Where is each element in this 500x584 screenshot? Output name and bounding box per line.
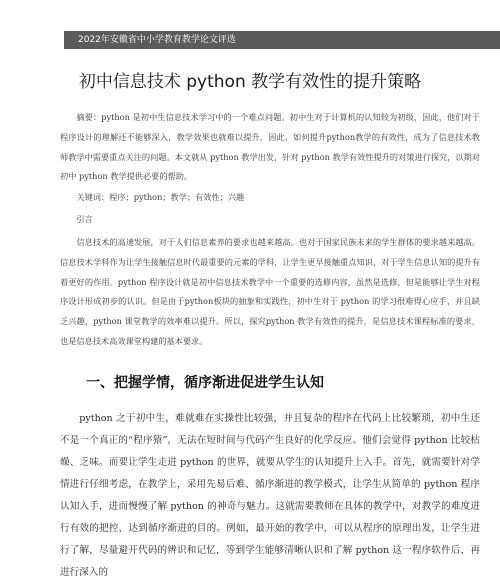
keywords-line: 关键词：程序；python；教学；有效性；兴趣 — [76, 192, 245, 202]
section-body-paragraph: python 之于初中生，难就难在实操性比较强，并且复杂的程序在代码上比较繁琐，初中生还不是一个真正的“程序猿”，无法在短时间与代码产生良好的化学反应。他们会觉得 python 比较枯燥、乏味。而要让学生走进 python 的世界，就要从学生的认知提升上入手。首先，就需要针对学情进行仔细考虑，在教学上，采用先易后难、循序渐进的教学模式，让学生从简单的 python 程序认知入手，进而慢慢了解 python 的神奇与魅力。这就需要教师在具体的教学中，对教学的难度进行有效的把控，达到循序渐进的目的。例如，最开始的教学中，可以从程序的原理出发，让学生进行了解，尽量避开代码的辨识和记忆，等到学生能够清晰认识和了解 python 这一程序软件后，再进行深入的 — [60, 413, 480, 578]
intro-heading: 引言 — [76, 214, 93, 224]
document-title: 初中信息技术 python 教学有效性的提升策略 — [78, 72, 422, 92]
header-banner-text: 2022年安徽省中小学教育教学论文评选 — [78, 35, 236, 45]
header-banner — [64, 31, 500, 49]
section-heading: 一、把握学情，循序渐进促进学生认知 — [86, 375, 324, 391]
abstract-paragraph: 摘要：python 是初中生信息技术学习中的一个难点问题。初中生对于计算机的认知较为初级，因此，他们对于程序设计的理解还不能够深入，教学效果也就难以提升，因此，如何提升python教学的有效性，成为了信息技术教师教学中需要重点关注的问题。本文就从 python 教学出发，针对 python 教学有效性提升的对策进行探究，以期对初中 python 教学提供必要的帮助。 — [60, 112, 480, 182]
intro-paragraph: 信息技术的高速发展，对于人们信息素养的要求也越来越高。也对于国家民族未来的学生群体的要求越来越高。信息技术学科作为让学生接触信息时代最重要的元素的学科，让学生更早接触重点知识，对于学生信息认知的提升有着更好的作用。python 程序设计就是初中信息技术教学中一个重要的选修内容，虽然是选修，但是能够让学生对程序设计形成初步的认识。但是由于python板块的抽象和实践性，初中生对于 python 的学习很难得心应手，并且缺乏兴趣，python 课堂教学的效率难以提升。所以，探究python 教学有效性的提升，是信息技术课程标准的要求，也是信息技术高效课堂构建的基本要求。 — [60, 237, 480, 346]
